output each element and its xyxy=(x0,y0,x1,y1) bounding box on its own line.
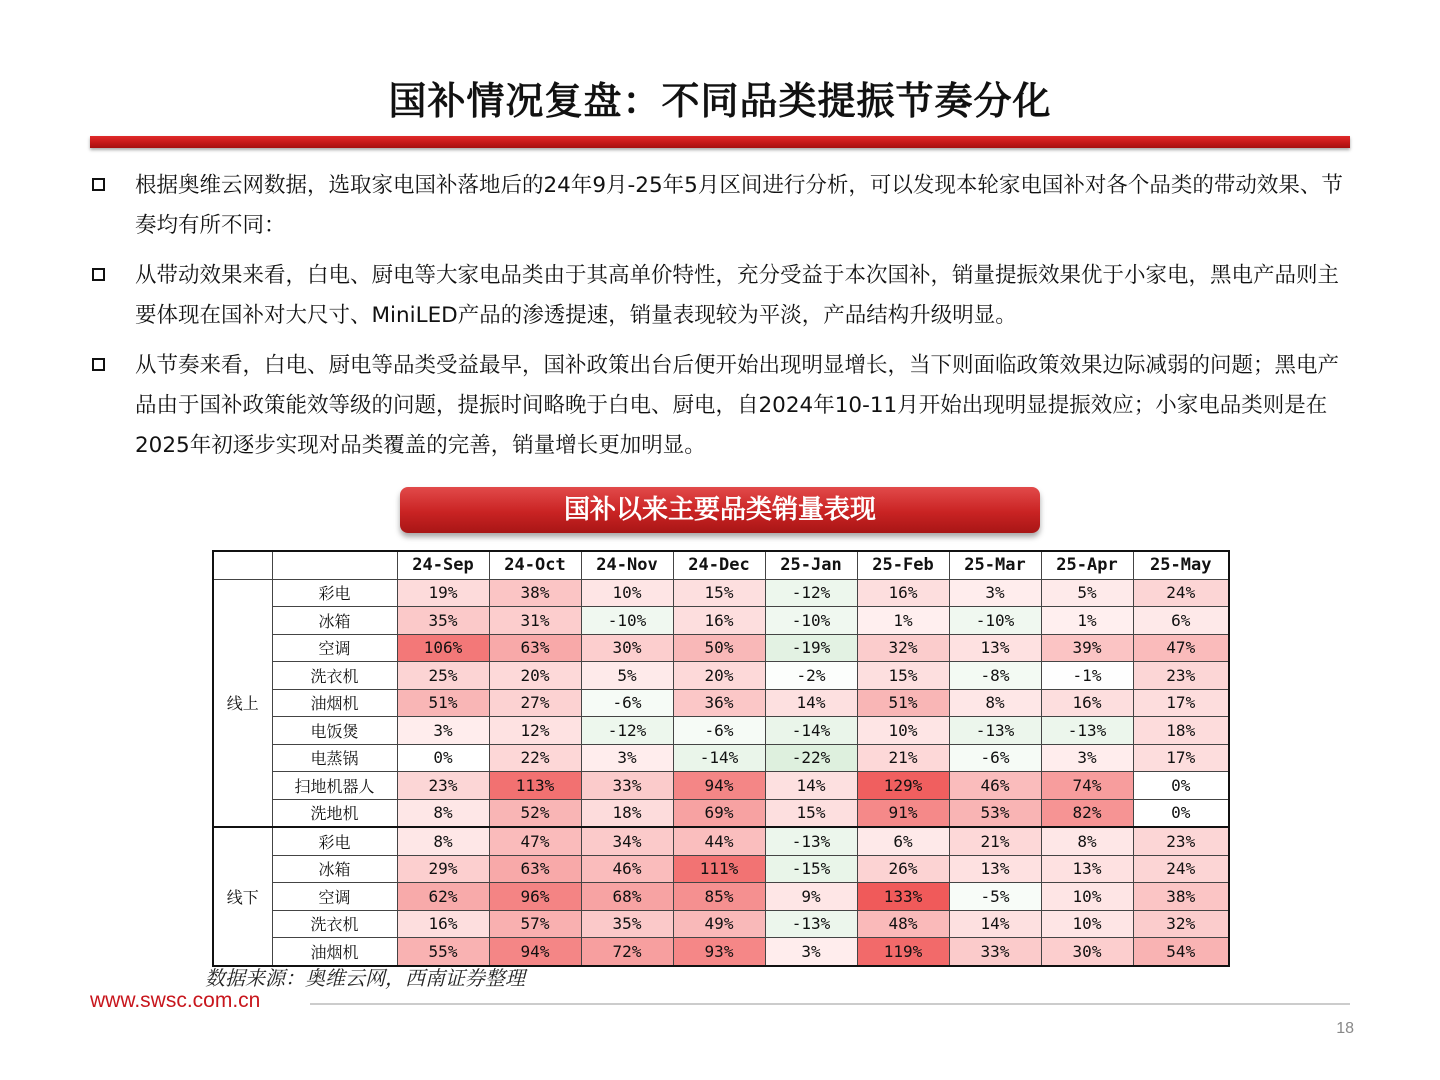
category-label: 空调 xyxy=(272,634,397,662)
table-row xyxy=(213,772,1229,800)
checkbox-bullet-icon xyxy=(92,178,105,191)
value-cell: 10% xyxy=(1041,910,1133,938)
value-cell: 51% xyxy=(857,689,949,717)
value-cell: 10% xyxy=(581,579,673,607)
value-cell: -6% xyxy=(581,689,673,717)
value-cell: 32% xyxy=(1133,910,1229,938)
bullet-text: 从节奏来看，白电、厨电等品类受益最早，国补政策出台后便开始出现明显增长，当下则面临政策效果边际减弱的问题；黑电产品由于国补政策能效等级的问题，提振时间略晚于白电、厨电，自2024年10-11月开始出现明显提振效应；小家电品类则是在2025年初逐步实现对品类覆盖的完善，销量增长更加明显。 xyxy=(135,353,1340,458)
value-cell: 22% xyxy=(489,744,581,772)
column-header: 24-Oct xyxy=(489,551,581,579)
value-cell: -5% xyxy=(949,883,1041,911)
value-cell: 16% xyxy=(397,910,489,938)
category-label: 洗衣机 xyxy=(272,910,397,938)
column-header: 25-Apr xyxy=(1041,551,1133,579)
category-label: 油烟机 xyxy=(272,938,397,966)
value-cell: 18% xyxy=(581,799,673,827)
bullet-text: 从带动效果来看，白电、厨电等大家电品类由于其高单价特性，充分受益于本次国补，销量提振效果优于小家电，黑电产品则主要体现在国补对大尺寸、MiniLED产品的渗透提速，销量表现较为平淡，产品结构升级明显。 xyxy=(135,263,1340,328)
value-cell: 3% xyxy=(949,579,1041,607)
checkbox-bullet-icon xyxy=(92,268,105,281)
value-cell: 82% xyxy=(1041,799,1133,827)
value-cell: 18% xyxy=(1133,717,1229,745)
category-label: 油烟机 xyxy=(272,689,397,717)
value-cell: -14% xyxy=(765,717,857,745)
sales-heatmap-table xyxy=(212,550,1230,967)
value-cell: 8% xyxy=(1041,827,1133,855)
category-label: 彩电 xyxy=(272,579,397,607)
channel-label: 线上 xyxy=(213,579,272,827)
value-cell: 113% xyxy=(489,772,581,800)
value-cell: 35% xyxy=(397,607,489,635)
value-cell: 20% xyxy=(489,662,581,690)
value-cell: -1% xyxy=(1041,662,1133,690)
value-cell: 3% xyxy=(581,744,673,772)
table-row xyxy=(213,744,1229,772)
value-cell: 93% xyxy=(673,938,765,966)
value-cell: 5% xyxy=(581,662,673,690)
bullet-text: 根据奥维云网数据，选取家电国补落地后的24年9月-25年5月区间进行分析，可以发现本轮家电国补对各个品类的带动效果、节奏均有所不同： xyxy=(135,173,1343,238)
title-underline-bar xyxy=(90,136,1350,148)
source-note: 数据来源：奥维云网，西南证券整理 xyxy=(205,966,525,990)
value-cell: 10% xyxy=(857,717,949,745)
category-label: 扫地机器人 xyxy=(272,772,397,800)
value-cell: 3% xyxy=(765,938,857,966)
value-cell: 49% xyxy=(673,910,765,938)
value-cell: 74% xyxy=(1041,772,1133,800)
value-cell: 29% xyxy=(397,855,489,883)
value-cell: -10% xyxy=(949,607,1041,635)
value-cell: 13% xyxy=(1041,855,1133,883)
value-cell: 15% xyxy=(857,662,949,690)
value-cell: 8% xyxy=(397,799,489,827)
value-cell: -13% xyxy=(765,827,857,855)
value-cell: 23% xyxy=(397,772,489,800)
table-header-row xyxy=(213,551,1229,579)
table-row xyxy=(213,634,1229,662)
value-cell: 96% xyxy=(489,883,581,911)
value-cell: 6% xyxy=(857,827,949,855)
category-label: 彩电 xyxy=(272,827,397,855)
value-cell: -12% xyxy=(765,579,857,607)
value-cell: -6% xyxy=(949,744,1041,772)
table-row xyxy=(213,855,1229,883)
column-header: 25-May xyxy=(1133,551,1229,579)
value-cell: 14% xyxy=(765,689,857,717)
value-cell: -13% xyxy=(765,910,857,938)
value-cell: 21% xyxy=(857,744,949,772)
value-cell: 63% xyxy=(489,634,581,662)
table-row xyxy=(213,910,1229,938)
value-cell: 57% xyxy=(489,910,581,938)
value-cell: 33% xyxy=(949,938,1041,966)
value-cell: 68% xyxy=(581,883,673,911)
value-cell: 69% xyxy=(673,799,765,827)
column-header: 25-Jan xyxy=(765,551,857,579)
bullet-item xyxy=(90,256,1355,336)
value-cell: 72% xyxy=(581,938,673,966)
value-cell: 20% xyxy=(673,662,765,690)
value-cell: 10% xyxy=(1041,883,1133,911)
value-cell: 47% xyxy=(489,827,581,855)
value-cell: 0% xyxy=(1133,772,1229,800)
value-cell: 119% xyxy=(857,938,949,966)
value-cell: 63% xyxy=(489,855,581,883)
value-cell: 13% xyxy=(949,855,1041,883)
table-row xyxy=(213,607,1229,635)
table-row xyxy=(213,662,1229,690)
value-cell: 51% xyxy=(397,689,489,717)
value-cell: -22% xyxy=(765,744,857,772)
value-cell: 39% xyxy=(1041,634,1133,662)
header-empty-cell xyxy=(272,551,397,579)
value-cell: -6% xyxy=(673,717,765,745)
value-cell: 8% xyxy=(949,689,1041,717)
value-cell: 32% xyxy=(857,634,949,662)
table-row xyxy=(213,579,1229,607)
table-row xyxy=(213,799,1229,827)
value-cell: 106% xyxy=(397,634,489,662)
value-cell: 35% xyxy=(581,910,673,938)
category-label: 冰箱 xyxy=(272,607,397,635)
value-cell: 53% xyxy=(949,799,1041,827)
value-cell: -13% xyxy=(1041,717,1133,745)
value-cell: -19% xyxy=(765,634,857,662)
table-row xyxy=(213,717,1229,745)
page-number: 18 xyxy=(1336,1020,1354,1037)
value-cell: 27% xyxy=(489,689,581,717)
value-cell: 30% xyxy=(581,634,673,662)
value-cell: 24% xyxy=(1133,855,1229,883)
footer-url: www.swsc.com.cn xyxy=(90,989,261,1012)
column-header: 24-Dec xyxy=(673,551,765,579)
value-cell: 38% xyxy=(1133,883,1229,911)
table-banner: 国补以来主要品类销量表现 xyxy=(400,487,1040,533)
value-cell: 16% xyxy=(673,607,765,635)
value-cell: 23% xyxy=(1133,662,1229,690)
bullet-item xyxy=(90,166,1355,246)
checkbox-bullet-icon xyxy=(92,358,105,371)
table-row xyxy=(213,827,1229,855)
column-header: 25-Mar xyxy=(949,551,1041,579)
value-cell: 0% xyxy=(397,744,489,772)
value-cell: 55% xyxy=(397,938,489,966)
value-cell: 15% xyxy=(673,579,765,607)
footer-divider xyxy=(310,1003,1350,1005)
value-cell: 85% xyxy=(673,883,765,911)
value-cell: 16% xyxy=(1041,689,1133,717)
value-cell: 6% xyxy=(1133,607,1229,635)
value-cell: 31% xyxy=(489,607,581,635)
value-cell: 3% xyxy=(397,717,489,745)
header-empty-cell xyxy=(213,551,272,579)
value-cell: 8% xyxy=(397,827,489,855)
value-cell: -10% xyxy=(765,607,857,635)
value-cell: 91% xyxy=(857,799,949,827)
column-header: 25-Feb xyxy=(857,551,949,579)
value-cell: 50% xyxy=(673,634,765,662)
table-row xyxy=(213,883,1229,911)
value-cell: 9% xyxy=(765,883,857,911)
value-cell: -12% xyxy=(581,717,673,745)
column-header: 24-Sep xyxy=(397,551,489,579)
table-row xyxy=(213,689,1229,717)
value-cell: 19% xyxy=(397,579,489,607)
category-label: 洗衣机 xyxy=(272,662,397,690)
category-label: 空调 xyxy=(272,883,397,911)
value-cell: 23% xyxy=(1133,827,1229,855)
value-cell: 36% xyxy=(673,689,765,717)
value-cell: 17% xyxy=(1133,689,1229,717)
value-cell: 94% xyxy=(673,772,765,800)
category-label: 洗地机 xyxy=(272,799,397,827)
value-cell: 25% xyxy=(397,662,489,690)
value-cell: 16% xyxy=(857,579,949,607)
value-cell: 0% xyxy=(1133,799,1229,827)
value-cell: 33% xyxy=(581,772,673,800)
value-cell: 21% xyxy=(949,827,1041,855)
category-label: 冰箱 xyxy=(272,855,397,883)
value-cell: 46% xyxy=(949,772,1041,800)
value-cell: 12% xyxy=(489,717,581,745)
bullet-list xyxy=(90,166,1355,476)
value-cell: 30% xyxy=(1041,938,1133,966)
value-cell: 38% xyxy=(489,579,581,607)
value-cell: 48% xyxy=(857,910,949,938)
value-cell: 1% xyxy=(857,607,949,635)
channel-label: 线下 xyxy=(213,827,272,966)
value-cell: 46% xyxy=(581,855,673,883)
category-label: 电蒸锅 xyxy=(272,744,397,772)
value-cell: 44% xyxy=(673,827,765,855)
value-cell: 5% xyxy=(1041,579,1133,607)
category-label: 电饭煲 xyxy=(272,717,397,745)
value-cell: 129% xyxy=(857,772,949,800)
value-cell: 1% xyxy=(1041,607,1133,635)
value-cell: -13% xyxy=(949,717,1041,745)
value-cell: -2% xyxy=(765,662,857,690)
value-cell: 94% xyxy=(489,938,581,966)
value-cell: 26% xyxy=(857,855,949,883)
value-cell: 15% xyxy=(765,799,857,827)
value-cell: 47% xyxy=(1133,634,1229,662)
value-cell: -10% xyxy=(581,607,673,635)
column-header: 24-Nov xyxy=(581,551,673,579)
value-cell: -15% xyxy=(765,855,857,883)
value-cell: -8% xyxy=(949,662,1041,690)
value-cell: 24% xyxy=(1133,579,1229,607)
value-cell: 17% xyxy=(1133,744,1229,772)
value-cell: 133% xyxy=(857,883,949,911)
value-cell: 62% xyxy=(397,883,489,911)
value-cell: 14% xyxy=(949,910,1041,938)
value-cell: 3% xyxy=(1041,744,1133,772)
page-title: 国补情况复盘：不同品类提振节奏分化 xyxy=(388,79,1052,123)
value-cell: 54% xyxy=(1133,938,1229,966)
bullet-item xyxy=(90,346,1355,466)
value-cell: 14% xyxy=(765,772,857,800)
value-cell: 13% xyxy=(949,634,1041,662)
value-cell: 111% xyxy=(673,855,765,883)
value-cell: -14% xyxy=(673,744,765,772)
value-cell: 52% xyxy=(489,799,581,827)
value-cell: 34% xyxy=(581,827,673,855)
